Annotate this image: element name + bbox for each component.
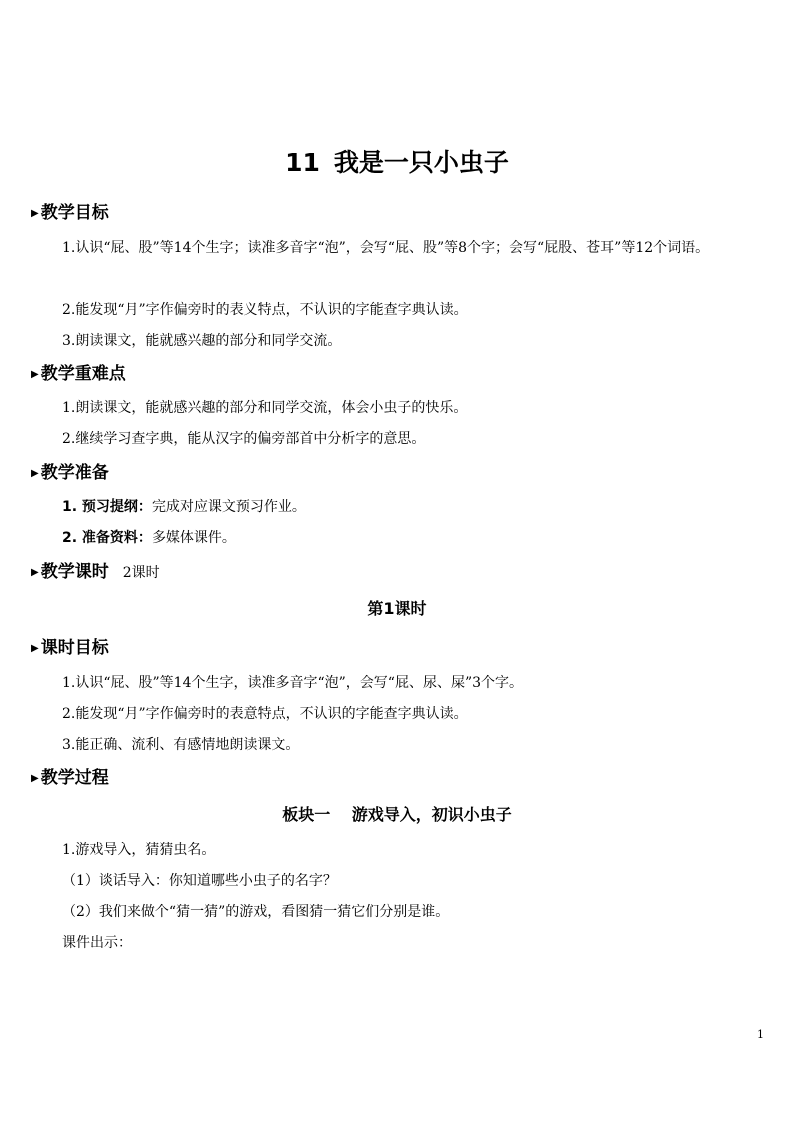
process-item-3: （2）我们来做个“猜一猜”的游戏，看图猜一猜它们分别是谁。: [62, 904, 450, 920]
section-heading-key-points: ▶ 教学重难点: [31, 362, 126, 387]
triangle-bullet-icon: ▶: [31, 773, 39, 784]
triangle-bullet-icon: ▶: [31, 567, 39, 578]
lesson1-title: 第1课时: [367, 599, 427, 618]
key-point-item-2: 2.继续学习查字典，能从汉字的偏旁部首中分析字的意思。: [62, 431, 426, 447]
lesson-goal-item-2: 2.能发现“月”字作偏旁时的表意特点，不认识的字能查字典认读。: [62, 706, 468, 722]
triangle-bullet-icon: ▶: [31, 369, 39, 380]
page-number: 1: [757, 1028, 764, 1041]
preparation-item-2: 2. 准备资料：多媒体课件。: [62, 530, 236, 546]
triangle-bullet-icon: ▶: [31, 643, 39, 654]
process-item-4: 课件出示：: [62, 935, 132, 951]
section-heading-process: ▶ 教学过程: [31, 766, 109, 791]
section-heading-hours: ▶ 教学课时 2课时: [31, 560, 160, 585]
goal-item-1: 1.认识“屁、股”等14个生字；读准多音字“泡”，会写“屁、股”等8个字；会写“屁股、苍耳”等12个词语。: [62, 240, 710, 256]
goal-item-3: 3.朗读课文，能就感兴趣的部分和同学交流。: [62, 333, 342, 349]
page-title: [0, 146, 794, 180]
process-item-2: （1）谈话导入：你知道哪些小虫子的名字？: [62, 873, 337, 889]
lesson-goal-item-3: 3.能正确、流利、有感情地朗读课文。: [62, 737, 300, 753]
triangle-bullet-icon: ▶: [31, 468, 39, 479]
section-heading-preparation: ▶ 教学准备: [31, 461, 109, 486]
goal-item-2: 2.能发现“月”字作偏旁时的表义特点，不认识的字能查字典认读。: [62, 302, 468, 318]
preparation-item-1: 1. 预习提纲：完成对应课文预习作业。: [62, 499, 306, 515]
block1-title: 板块一 游戏导入，初识小虫子: [282, 805, 512, 824]
lesson-title: 我是一只小虫子: [333, 148, 509, 177]
section-heading-goals: ▶ 教学目标: [31, 201, 109, 226]
lesson-number: 11: [285, 148, 320, 177]
triangle-bullet-icon: ▶: [31, 208, 39, 219]
process-item-1: 1.游戏导入，猜猜虫名。: [62, 842, 216, 858]
lesson-goal-item-1: 1.认识“屁、股”等14个生字，读准多音字“泡”，会写“屁、尿、屎”3个字。: [62, 675, 524, 691]
key-point-item-1: 1.朗读课文，能就感兴趣的部分和同学交流，体会小虫子的快乐。: [62, 400, 468, 416]
section-heading-lesson-goals: ▶ 课时目标: [31, 636, 109, 661]
hours-value: 2课时: [122, 565, 160, 581]
